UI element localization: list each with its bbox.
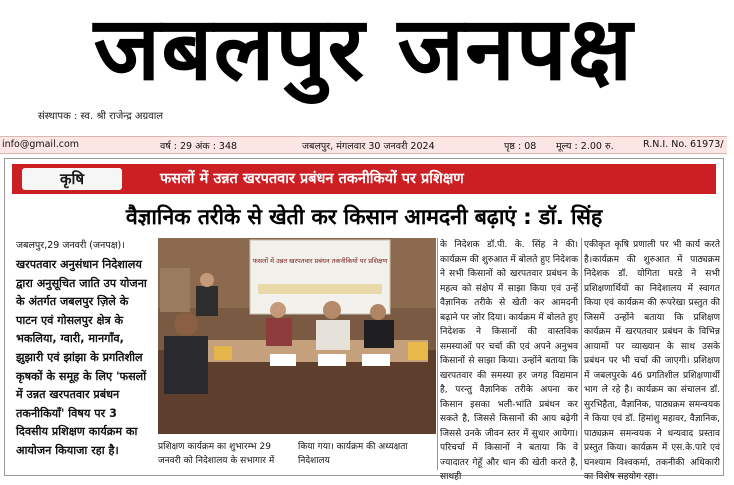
column-divider [437, 238, 438, 470]
photo-caption-left: प्रशिक्षण कार्यक्रम का शुभारम्भ 29 जनवरी को निदेशालय के सभागार में [158, 442, 275, 466]
photo-banner-text: फसलों में उन्नत खरपतवार प्रबंधन तकनीकियों पर प्रशिक्षण [252, 257, 388, 265]
article-headline: वैज्ञानिक तरीके से खेती कर किसान आमदनी बढ़ाएं : डॉ. सिंह [125, 205, 603, 230]
year-issue: वर्ष : 29 अंक : 348 [160, 141, 238, 152]
photo-illustration [158, 238, 436, 434]
photo-caption-right: किया गया। कार्यक्रम की अध्यक्षता निदेशालय [298, 442, 408, 466]
body-text: के निदेशक डॉ.पी. के. सिंह ने की। कार्यक्रम की शुरुआत में बोलते हुए निदेशक ने सभी किसानों को खरपतवार प्रबंधन के महत्व को संक्षेप में साझा किया एवं उन्हें वैज्ञानिक तरीके से खेती कर आमदनी बढ़ाने पर जोर दिया। कार्यक्रम में बोलते हुए निदेशक ने किसानों की वास्तविक समस्याओं पर चर्चा की एवं अपने अनुभव किसानों से साझा किया। उन्होंने बताया कि खरपतवार की समस्या हर जगह विद्यमान है, परन्तु वैज्ञानिक तरीके अपना कर किसान इसका भली-भांति प्रबंधन कर सकते है, जिससे किसानों की आय बढ़ेगी जिससे उनके जीवन स्तर में सुधार आयेगा। परिचर्चा में किसानों ने बताया कि वे ज्यादातर गेहूँ और धान की खेती करते है, साथही [440, 240, 578, 482]
rni-number: R.N.I. No. 61973/ [643, 139, 724, 150]
place-date: जबलपुर, मंगलवार 30 जनवरी 2024 [302, 141, 435, 152]
info-bar [0, 136, 727, 154]
section-heading: फसलों में उन्नत खरपतवार प्रबंधन तकनीकियों पर प्रशिक्षण [160, 171, 464, 187]
masthead [0, 0, 727, 100]
price: मूल्य : 2.00 रु. [556, 141, 614, 152]
column-divider [581, 238, 582, 470]
page-count: पृष्ठ : 08 [504, 141, 537, 152]
email-link[interactable]: info@gmail.com [2, 139, 80, 150]
event-photo [158, 238, 436, 434]
body-column-2 [584, 238, 720, 482]
masthead-title: जबलपुर जनपक्ष [93, 0, 634, 100]
founder-line: संस्थापक : स्व. श्री राजेन्द्र अग्रवाल [38, 111, 164, 122]
dateline: जबलपुर,29 जनवरी (जनपक्ष)। [16, 240, 125, 251]
lead-paragraph [16, 256, 152, 461]
body-text: एकीकृत कृषि प्रणाली पर भी कार्य करते है।कार्यक्रम की शुरुआत में पाठ्यक्रम निदेशक डॉ. योगिता घरडे ने सभी प्रशिक्षणार्थियों का निदेशालय में स्वागत किया एवं कार्यक्रम की रूपरेखा प्रस्तुत की जिसमें उन्होंने बताया कि प्रशिक्षण कार्यक्रम में खरपतवार प्रबंधन के विभिन्न आयामों पर व्याख्यान के साथ उसके प्रबंधन पर भी चर्चा की जाएगी। प्रशिक्षण में जबलपुरके 46 प्रगतिशील प्रशिक्षणार्थी भाग ले रहे है। कार्यक्रम का संचालन डॉ. सुरभिहैता, वैज्ञानिक, पाठ्यक्रम समन्वयक ने किया एवं डॉ. हिमांशु महावर, वैज्ञानिक, पाठ्यक्रम समन्वयक ने धन्यवाद प्रस्ताव प्रस्तुत किया। कार्यक्रम में एस.के.पारे एवं घनश्याम विश्वकर्मा, तकनीकी अधिकारी का विशेष सहयोग रहा। [584, 240, 720, 482]
lead-text: खरपतवार अनुसंधान निदेशालय द्वारा अनुसूचित जाति उप योजना के अंतर्गत जबलपुर ज़िले के पाटन एवं गोसलपुर क्षेत्र के भकलिया, ग्वारी, मानगाँव, झुझारी एवं झांझा के प्रगतिशील कृषकों के समूह के लिए 'फसलों में उन्नत खरपतवार प्रबंधन तकनीकियाँ' विषय पर 3 दिवसीय प्रशिक्षण कार्यक्रम का आयोजन कियाजा रहा है। [16, 258, 147, 457]
section-tag: कृषि [22, 168, 122, 190]
body-column-1 [440, 238, 578, 482]
